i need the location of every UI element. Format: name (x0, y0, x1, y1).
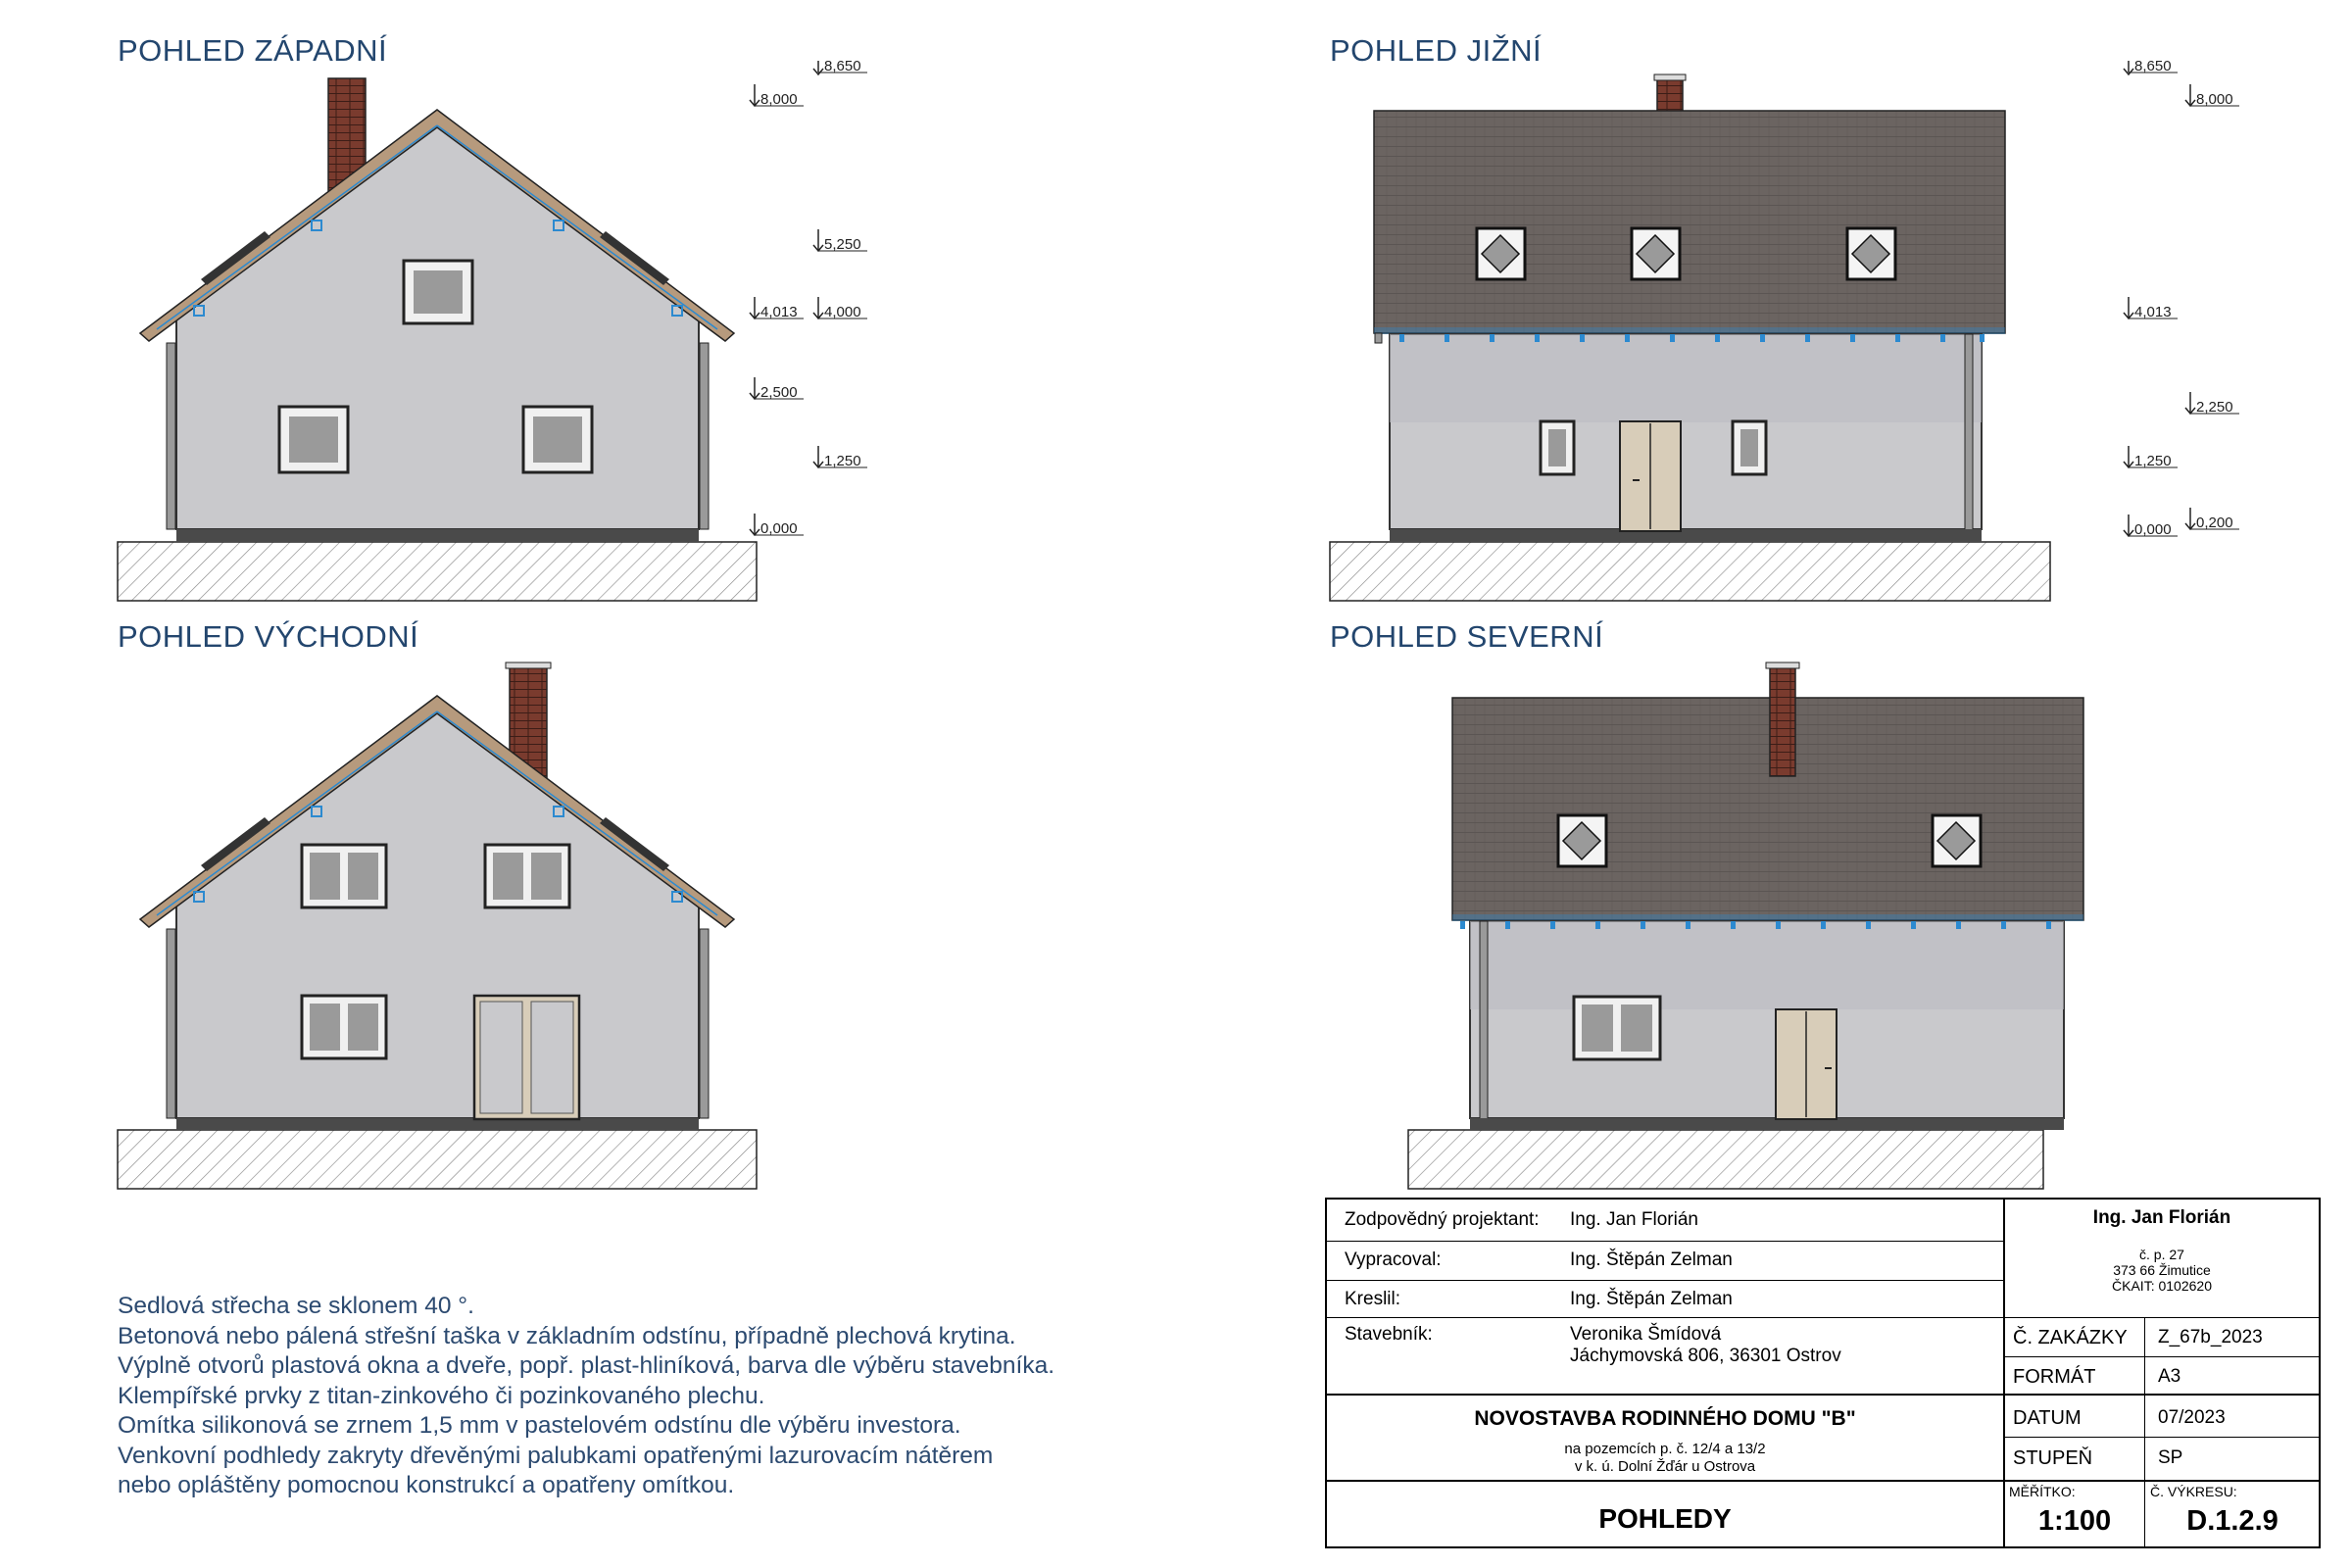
drawing-no-value: D.1.2.9 (2186, 1505, 2278, 1537)
south-roof-window-2 (1632, 228, 1680, 279)
west-elevation (118, 78, 757, 601)
south-roof-window-3 (1847, 228, 1895, 279)
west-terrain (118, 542, 757, 601)
project-title: NOVOSTAVBA RODINNÉHO DOMU "B" (1474, 1407, 1856, 1430)
north-roof-window-1 (1558, 815, 1606, 866)
level-2500: 2,500 (760, 384, 798, 401)
note-line: Venkovní podhledy zakryty dřevěnými palubkami opatřenými lazurovacím nátěrem (118, 1442, 994, 1469)
east-window-attic-right (485, 845, 569, 907)
level-marker (750, 377, 804, 401)
level-marker (2185, 84, 2239, 108)
north-roof-window-2 (1933, 815, 1981, 866)
office-line-1: č. p. 27 (2139, 1247, 2184, 1262)
north-view-title: POHLED SEVERNÍ (1330, 619, 1604, 654)
south-level-markers (2124, 58, 2239, 538)
level-0000: 0,000 (2134, 521, 2172, 538)
level-1250: 1,250 (824, 453, 861, 469)
west-view-title: POHLED ZÁPADNÍ (118, 33, 388, 68)
prepared-label: Vypracoval: (1345, 1250, 1442, 1270)
south-terrain (1330, 542, 2050, 601)
scale-label: MĚŘÍTKO: (2009, 1484, 2076, 1499)
level-marker (2124, 446, 2178, 469)
note-line: Omítka silikonová se zrnem 1,5 mm v pastelovém odstínu dle výběru investora. (118, 1412, 961, 1439)
east-view-title: POHLED VÝCHODNÍ (118, 619, 419, 654)
west-downpipe-right (700, 343, 709, 529)
responsible-label: Zodpovědný projektant: (1345, 1209, 1540, 1230)
level-1250: 1,250 (2134, 453, 2172, 469)
level-8000: 8,000 (760, 91, 798, 108)
east-downpipe-right (700, 929, 709, 1118)
title-block (1325, 1198, 2321, 1548)
south-post (1965, 334, 1973, 542)
level-marker (813, 297, 867, 320)
level-4013: 4,013 (760, 304, 798, 320)
responsible-value: Ing. Jan Florián (1570, 1209, 1698, 1230)
scale-value: 1:100 (2037, 1505, 2112, 1537)
east-terrain (118, 1130, 757, 1189)
order-label: Č. ZAKÁZKY (2013, 1327, 2128, 1348)
north-chimney (1770, 666, 1795, 776)
prepared-value: Ing. Štěpán Zelman (1570, 1250, 1733, 1270)
date-value: 07/2023 (2158, 1407, 2226, 1428)
level-marker (2124, 514, 2178, 538)
drawn-value: Ing. Štěpán Zelman (1570, 1289, 1733, 1309)
level-8650: 8,650 (824, 58, 861, 74)
west-downpipe-left (167, 343, 175, 529)
office-line-2: 373 66 Žimutice (2113, 1262, 2211, 1278)
west-level-markers (750, 58, 867, 537)
level-4013: 4,013 (2134, 304, 2172, 320)
level-marker (813, 58, 867, 74)
drawing-no-label: Č. VÝKRESU: (2150, 1484, 2237, 1499)
east-window-attic-left (302, 845, 386, 907)
east-window-ground (302, 996, 386, 1058)
east-downpipe-left (167, 929, 175, 1118)
south-elevation (1330, 74, 2050, 601)
drawn-label: Kreslil: (1345, 1289, 1401, 1309)
level-marker (2185, 392, 2239, 416)
north-terrain (1408, 1130, 2043, 1189)
south-roof-window-1 (1477, 228, 1525, 279)
level-5250: 5,250 (824, 236, 861, 253)
order-value: Z_67b_2023 (2158, 1327, 2263, 1348)
north-elevation (1408, 662, 2083, 1189)
level-0200: 0,200 (2196, 514, 2233, 531)
note-line: Výplně otvorů plastová okna a dveře, popř. plast-hliníková, barva dle výběru stavebníka. (118, 1352, 1055, 1379)
north-window (1574, 997, 1660, 1059)
level-0000: 0,000 (760, 520, 798, 537)
level-marker (750, 297, 804, 320)
date-label: DATUM (2013, 1407, 2082, 1429)
builder-address: Jáchymovská 806, 36301 Ostrov (1570, 1346, 1841, 1366)
note-line: Sedlová střecha se sklonem 40 °. (118, 1293, 474, 1319)
east-elevation (118, 662, 757, 1189)
level-4000: 4,000 (824, 304, 861, 320)
level-marker (750, 514, 804, 537)
level-marker (750, 84, 804, 108)
builder-label: Stavebník: (1345, 1324, 1433, 1345)
level-marker (2124, 297, 2178, 320)
level-2250: 2,250 (2196, 399, 2233, 416)
level-8000: 8,000 (2196, 91, 2233, 108)
note-line: Betonová nebo pálená střešní taška v základním odstínu, případně plechová krytina. (118, 1322, 1016, 1349)
south-downpipe (1375, 333, 1382, 343)
office-name: Ing. Jan Florián (2092, 1207, 2231, 1228)
project-line-2: v k. ú. Dolní Žďár u Ostrova (1574, 1458, 1756, 1475)
south-view-title: POHLED JIŽNÍ (1330, 33, 1543, 68)
format-value: A3 (2158, 1366, 2181, 1387)
format-label: FORMÁT (2013, 1366, 2096, 1388)
south-chimney (1657, 78, 1683, 112)
builder-name: Veronika Šmídová (1570, 1324, 1722, 1345)
note-line: Klempířské prvky z titan-zinkového či pozinkovaného plechu. (118, 1382, 765, 1409)
north-post (1480, 921, 1488, 1130)
stage-label: STUPEŇ (2013, 1447, 2093, 1469)
office-line-3: ČKAIT: 0102620 (2112, 1278, 2212, 1294)
north-roof (1452, 698, 2083, 920)
stage-value: SP (2158, 1447, 2183, 1468)
east-wall (176, 702, 699, 1118)
construction-notes (118, 1292, 1054, 1501)
drawing-title: POHLEDY (1598, 1503, 1732, 1534)
level-8650: 8,650 (2134, 58, 2172, 74)
level-marker (813, 229, 867, 253)
level-marker (2124, 58, 2178, 74)
level-marker (2185, 508, 2239, 531)
south-roof (1374, 111, 2005, 333)
project-line-1: na pozemcích p. č. 12/4 a 13/2 (1564, 1441, 1766, 1457)
east-terrace-door (474, 996, 579, 1119)
note-line: nebo opláštěny pomocnou konstrukcí a opatřeny omítkou. (118, 1472, 735, 1498)
level-marker (813, 446, 867, 469)
